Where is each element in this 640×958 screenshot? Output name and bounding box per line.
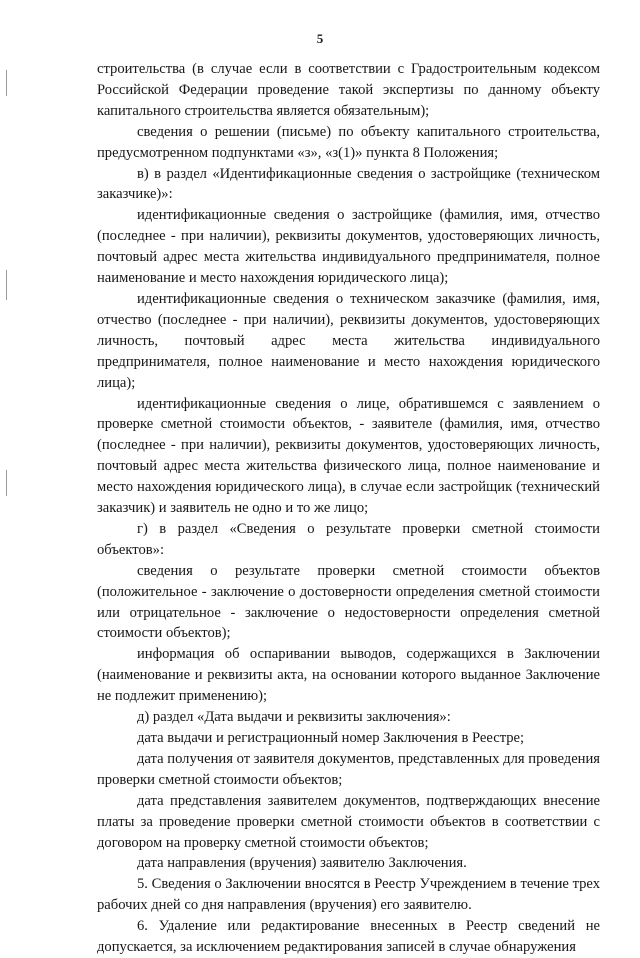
paragraph: идентификационные сведения о лице, обратившемся с заявлением о проверке сметной стоимости объектов, - заявителе (фамилия, имя, отчество (последнее - при наличии), реквизиты документов, удостоверяющих личность, почтовый адрес места жительства физического лица, полное наименование и место нахождения юридического лица), в случае если застройщик (технический заказчик) и заявитель не одно и то же лицо;	[97, 395, 600, 517]
scan-margin-mark	[6, 470, 7, 496]
paragraph: дата направления (вручения) заявителю Заключения.	[137, 855, 467, 872]
page-number: 5	[316, 31, 324, 46]
paragraph-subsection-d: д) раздел «Дата выдачи и реквизиты заключения»:	[137, 709, 451, 726]
paragraph-continuation: строительства (в случае если в соответствии с Градостроительным кодексом Российской Федерации проведение такой экспертизы по данному объекту капитального строительства является обязательным);	[97, 61, 600, 119]
document-body	[97, 59, 600, 958]
paragraph: идентификационные сведения о техническом заказчике (фамилия, имя, отчество (последнее - при наличии), реквизиты документов, удостоверяющих личность, почтовый адрес места жительства индивидуального предпринимателя, полное наименование и место нахождения юридического лица);	[97, 290, 600, 391]
paragraph: дата получения от заявителя документов, представленных для проведения проверки сметной стоимости объектов;	[97, 750, 600, 788]
paragraph: дата выдачи и регистрационный номер Заключения в Реестре;	[137, 730, 525, 746]
paragraph: дата представления заявителем документов, подтверждающих внесение платы за проведение проверки сметной стоимости объектов в соответствии с договором на проверку сметной стоимости объектов;	[97, 792, 600, 851]
paragraph-clause-5: 5. Сведения о Заключении вносятся в Реестр Учреждением в течение трех рабочих дней со дня направления (вручения) его заявителю.	[97, 876, 600, 914]
scan-margin-mark	[6, 70, 7, 96]
paragraph-clause-6: 6. Удаление или редактирование внесенных в Реестр сведений не допускается, за исключением редактирования записей в случае обнаружения	[97, 918, 600, 956]
paragraph: сведения о результате проверки сметной стоимости объектов (положительное - заключение о достоверности определения сметной стоимости или отрицательное - заключение о недостоверности определения сметной стоимости объектов);	[97, 562, 600, 642]
paragraph: идентификационные сведения о застройщике (фамилия, имя, отчество (последнее - при наличии), реквизиты документов, удостоверяющих личность, почтовый адрес места жительства индивидуального предпринимателя, полное наименование и место нахождения юридического лица);	[97, 207, 600, 287]
paragraph-subsection-v: в) в раздел «Идентификационные сведения о застройщике (техническом заказчике)»:	[97, 165, 600, 203]
scan-margin-mark	[6, 270, 7, 300]
paragraph-subsection-g: г) в раздел «Сведения о результате проверки сметной стоимости объектов»:	[97, 520, 600, 558]
paragraph: сведения о решении (письме) по объекту капитального строительства, предусмотренном подпунктами «з», «з(1)» пункта 8 Положения;	[97, 123, 600, 161]
paragraph: информация об оспаривании выводов, содержащихся в Заключении (наименование и реквизиты акта, на основании которого выданное Заключение не подлежит применению);	[97, 646, 600, 705]
